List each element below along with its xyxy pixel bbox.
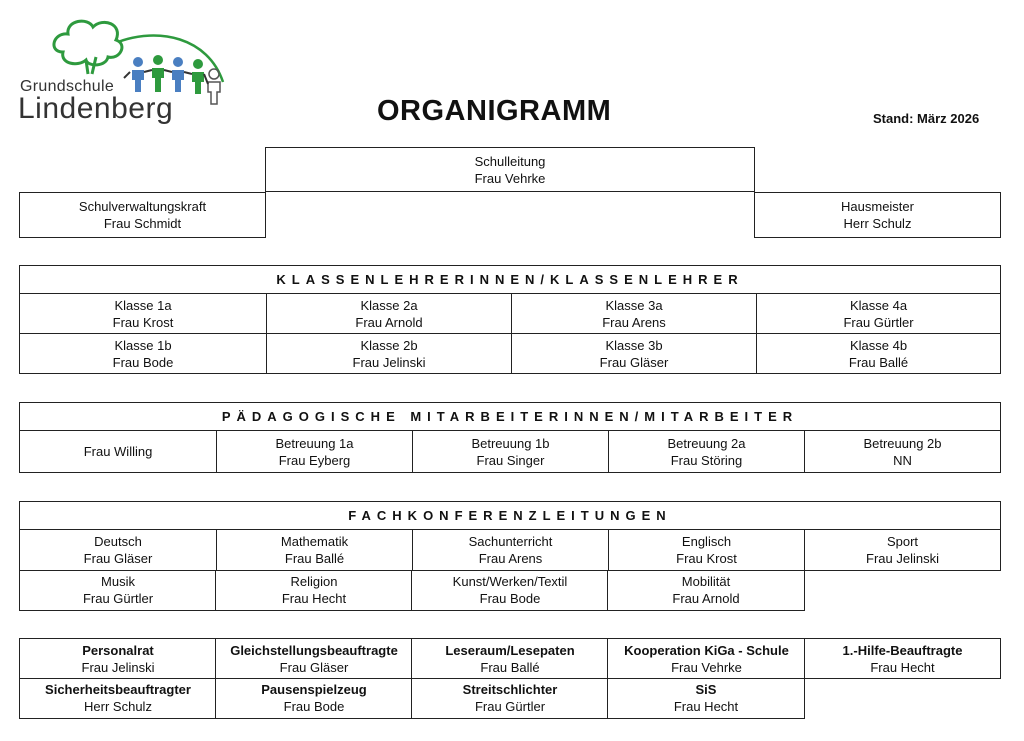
role-label: Sport [886,534,919,549]
fach-section [19,501,1001,571]
person-name: Frau Gläser [279,659,349,675]
role-label: Personalrat [82,642,154,658]
person-name: Frau Vehrke [474,170,546,186]
paed-cell [216,431,412,472]
person-name: Frau Hecht [281,591,347,606]
role-label: Klasse 2a [360,297,418,313]
person-name: Frau Ballé [284,551,345,566]
person-name: Frau Bode [479,591,541,606]
person-name: Frau Arens [602,314,666,330]
person-name: Herr Schulz [84,699,152,714]
person-name: Frau Gürtler [474,699,546,714]
person-name: Frau Eyberg [278,452,351,468]
klasse-cell [266,334,511,373]
person-name: Frau Jelinski [866,551,939,566]
person-name: Frau Gürtler [82,591,154,606]
role-label: Betreuung 2b [863,435,942,451]
role-label: Mobilität [681,574,731,589]
role-label: Kunst/Werken/Textil [452,574,568,589]
person-name: Frau Krost [676,551,737,566]
fach-cell [216,530,412,571]
verwaltung-cell [19,192,266,238]
role-label: Klasse 3a [605,297,663,313]
paed-cell [412,431,608,472]
person-name: Frau Jelinski [81,659,155,675]
hausmeister-cell [754,192,1001,238]
klasse-cell [511,294,756,334]
klasse-cell [756,294,1000,334]
role-label: Religion [290,574,338,589]
role-label: Kooperation KiGa - Schule [624,642,789,658]
fach-cell [804,530,1000,571]
person-name: Frau Willing [83,444,153,459]
status-date: Stand: März 2026 [873,111,980,126]
role-label: Klasse 1a [114,297,172,313]
klassenlehrer-section [19,265,1001,374]
logo-school-type: Grundschule [20,78,115,95]
person-name: Frau Gläser [599,354,669,370]
beauftragte-cell [215,638,412,679]
role-label: Pausenspielzeug [261,682,367,697]
paed-section [19,402,1001,473]
person-name: Frau Arnold [672,591,740,606]
klasse-cell [266,294,511,334]
fach-cell [607,570,805,611]
role-label: Betreuung 1b [471,435,550,451]
section-heading: PÄDAGOGISCHE MITARBEITERINNEN/MITARBEITER [20,403,1000,431]
fach-cell [608,530,804,571]
person-name: Frau Bode [283,699,345,714]
person-name: Frau Gürtler [843,314,914,330]
schulleitung-cell [265,147,755,192]
klasse-cell [756,334,1000,373]
beauftragte-cell [411,678,608,719]
person-name: Frau Ballé [480,659,540,675]
person-name: Herr Schulz [843,216,912,231]
role-label: Musik [101,574,135,589]
person-name: NN [893,452,912,468]
paed-cell [804,431,1000,472]
person-name: Frau Krost [112,314,174,330]
person-name: Frau Bode [112,354,174,370]
person-name: Frau Schmidt [103,216,182,231]
role-label: Klasse 4b [849,337,908,353]
role-label: Betreuung 1a [275,435,354,451]
role-label: Sicherheitsbeauftragter [45,682,191,697]
role-label: Betreuung 2a [667,435,746,451]
beauftragte-cell [411,638,608,679]
person-name: Frau Hecht [673,699,739,714]
logo-school-name: Lindenberg [18,92,174,125]
person-name: Frau Singer [476,452,545,468]
paed-cell [608,431,804,472]
section-heading: KLASSENLEHRERINNEN/KLASSENLEHRER [20,266,1000,294]
role-label: Englisch [681,534,732,549]
role-label: Streitschlichter [462,682,558,697]
person-name: Frau Hecht [870,659,935,675]
beauftragte-cell [607,678,805,719]
person-name: Frau Jelinski [352,354,426,370]
role-label: Deutsch [94,534,142,549]
klasse-cell [20,334,266,373]
beauftragte-cell [607,638,805,679]
role-label: Schulverwaltungskraft [78,199,207,214]
paed-cell [20,431,216,472]
role-label: Mathematik [280,534,349,549]
role-label: Klasse 3b [605,337,663,353]
person-name: Frau Vehrke [671,659,742,675]
fach-cell [215,570,412,611]
fach-cell [19,570,216,611]
beauftragte-cell [19,678,216,719]
beauftragte-cell [804,638,1001,679]
role-label: SiS [695,682,717,697]
role-label: Leseraum/Lesepaten [445,642,575,658]
role-label: Hausmeister [841,199,914,214]
role-label: Gleichstellungsbeauftragte [230,642,398,658]
klasse-cell [511,334,756,373]
person-name: Frau Gläser [83,551,153,566]
role-label: Klasse 1b [114,337,172,353]
role-label: Klasse 2b [360,337,418,353]
page-title: ORGANIGRAMM [377,95,612,127]
role-label: Schulleitung [474,153,546,169]
role-label: Sachunterricht [468,534,553,549]
fach-cell [412,530,608,571]
klasse-cell [20,294,266,334]
beauftragte-cell [215,678,412,719]
person-name: Frau Arens [478,551,543,566]
person-name: Frau Störing [670,452,743,468]
person-name: Frau Ballé [848,354,909,370]
role-label: 1.-Hilfe-Beauftragte [842,642,963,658]
beauftragte-cell [19,638,216,679]
person-name: Frau Arnold [355,314,423,330]
role-label: Klasse 4a [849,297,908,313]
fach-cell [20,530,216,571]
fach-cell [411,570,608,611]
section-heading: FACHKONFERENZLEITUNGEN [20,502,1000,530]
